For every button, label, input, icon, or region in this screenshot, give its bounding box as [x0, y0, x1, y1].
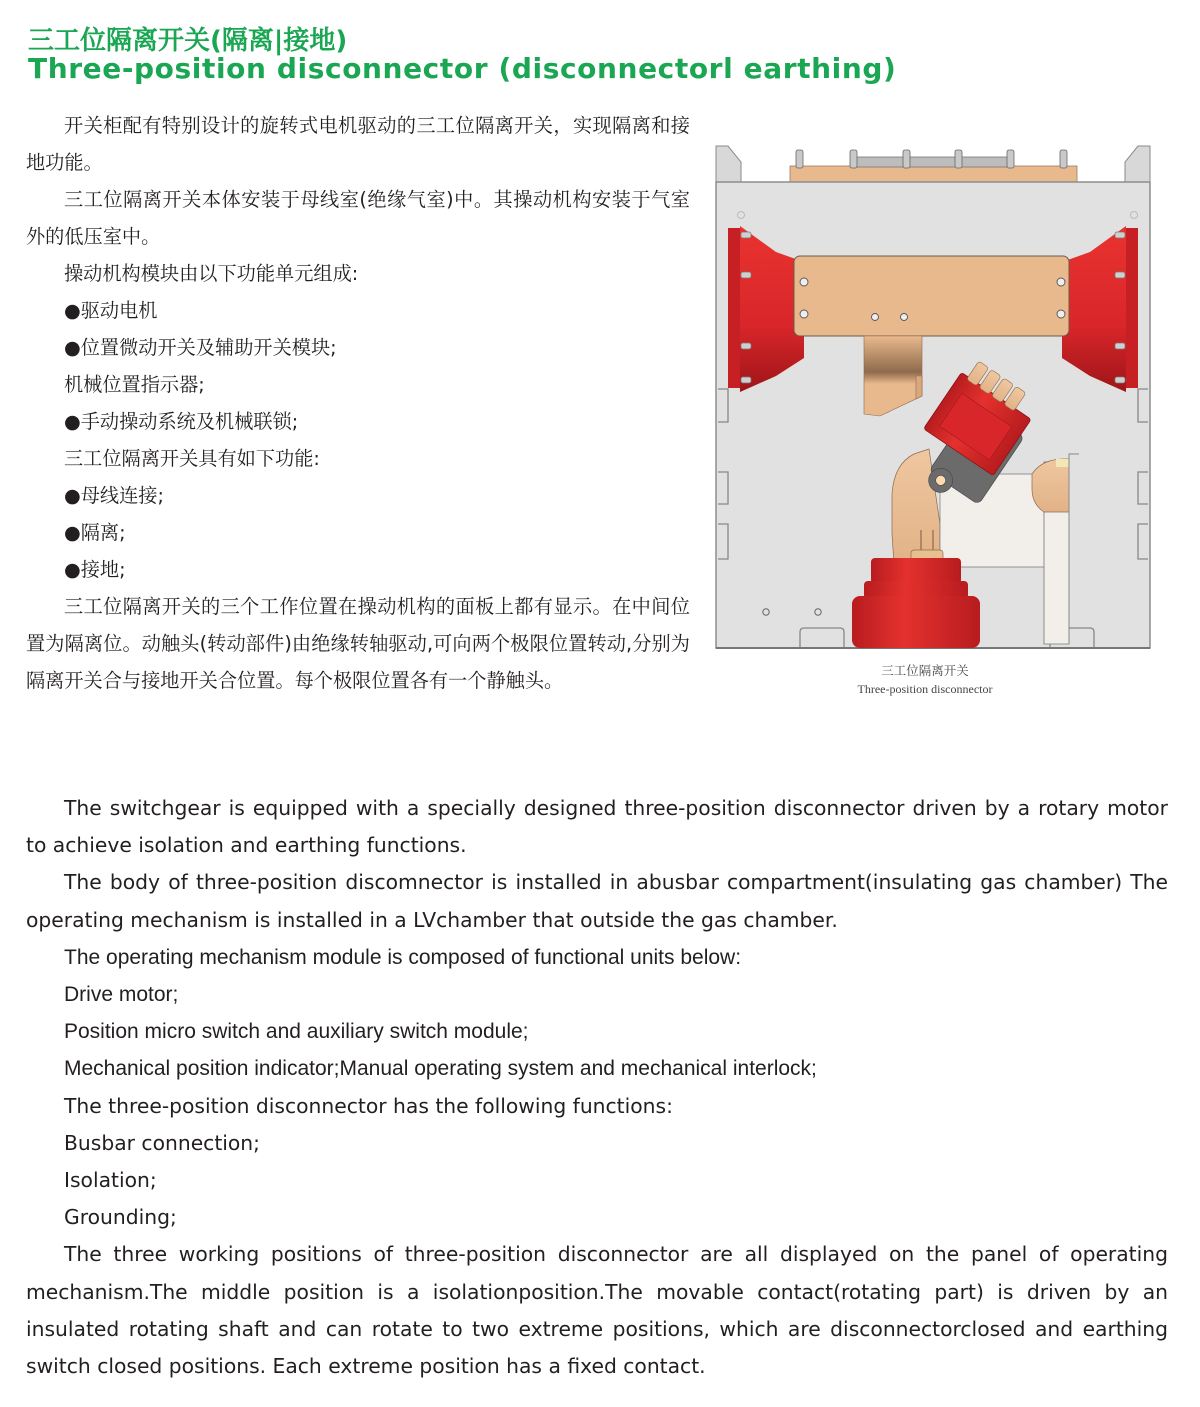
cn-list-item: ●隔离; [64, 521, 126, 544]
en-paragraph-positions: The three working positions of three-position disconnector are all displayed on the panel of operating mechanism.The middle position is a isolationposition.The movable contact(rotating part) is driven by an insulated rotating shaft and can rotate to two extreme positions, which are disconnectorclosed and earthing switch closed positions. Each extreme position has a fixed contact. [26, 1242, 1168, 1379]
en-list-item: Isolation; [64, 1168, 157, 1193]
en-list-item: Drive motor; [64, 983, 179, 1007]
figure-caption-chinese: 三工位隔离开关 [881, 663, 969, 678]
cn-list-item: ●手动操动系统及机械联锁; [64, 410, 299, 433]
en-paragraph-intro: The switchgear is equipped with a specially designed three-position disconnector driven by a rotary motor to achieve isolation and earthing functions. [26, 796, 1168, 858]
top-busbar [790, 150, 1077, 183]
cn-list-item: 机械位置指示器; [64, 373, 205, 396]
cn-list-item: ●接地; [64, 558, 126, 581]
cn-paragraph-intro: 开关柜配有特别设计的旋转式电机驱动的三工位隔离开关，实现隔离和接地功能。 [26, 114, 690, 174]
cn-list-item: ●母线连接; [64, 484, 164, 507]
chinese-description [26, 107, 690, 699]
en-list-item: Position micro switch and auxiliary switch module; [64, 1020, 529, 1044]
cn-paragraph-installation: 三工位隔离开关本体安装于母线室(绝缘气室)中。其操动机构安装于气室外的低压室中。 [26, 188, 690, 248]
en-paragraph-module-heading: The operating mechanism module is composed of functional units below: [64, 945, 742, 969]
page-title-chinese: 三工位隔离开关(隔离|接地) [28, 26, 348, 56]
page-title-english: Three-position disconnector (disconnectorl earthing) [28, 52, 897, 85]
en-paragraph-installation: The body of three-position discomnector is installed in abusbar compartment(insulating gas chamber) The operating mechanism is installed in a LVchamber that outside the gas chamber. [26, 870, 1168, 932]
en-list-item: Mechanical position indicator;Manual operating system and mechanical interlock; [64, 1057, 817, 1081]
three-position-disconnector-diagram [714, 144, 1152, 652]
en-list-item: Grounding; [64, 1205, 177, 1230]
cn-paragraph-module-heading: 操动机构模块由以下功能单元组成: [64, 262, 359, 285]
cn-paragraph-positions: 三工位隔离开关的三个工作位置在操动机构的面板上都有显示。在中间位置为隔离位。动触头(转动部件)由绝缘转轴驱动,可向两个极限位置转动,分别为隔离开关合与接地开关合位置。每个极限位置各有一个静触头。 [26, 595, 690, 692]
bottom-insulator [852, 558, 980, 648]
en-list-item: Busbar connection; [64, 1130, 260, 1155]
cn-paragraph-functions-heading: 三工位隔离开关具有如下功能: [64, 447, 320, 470]
en-paragraph-functions-heading: The three-position disconnector has the following functions: [64, 1093, 673, 1118]
figure-caption-english: Three-position disconnector [857, 682, 993, 696]
english-description [26, 790, 1168, 1385]
cn-list-item: ●位置微动开关及辅助开关模块; [64, 336, 337, 359]
cn-list-item: ●驱动电机 [64, 299, 158, 322]
